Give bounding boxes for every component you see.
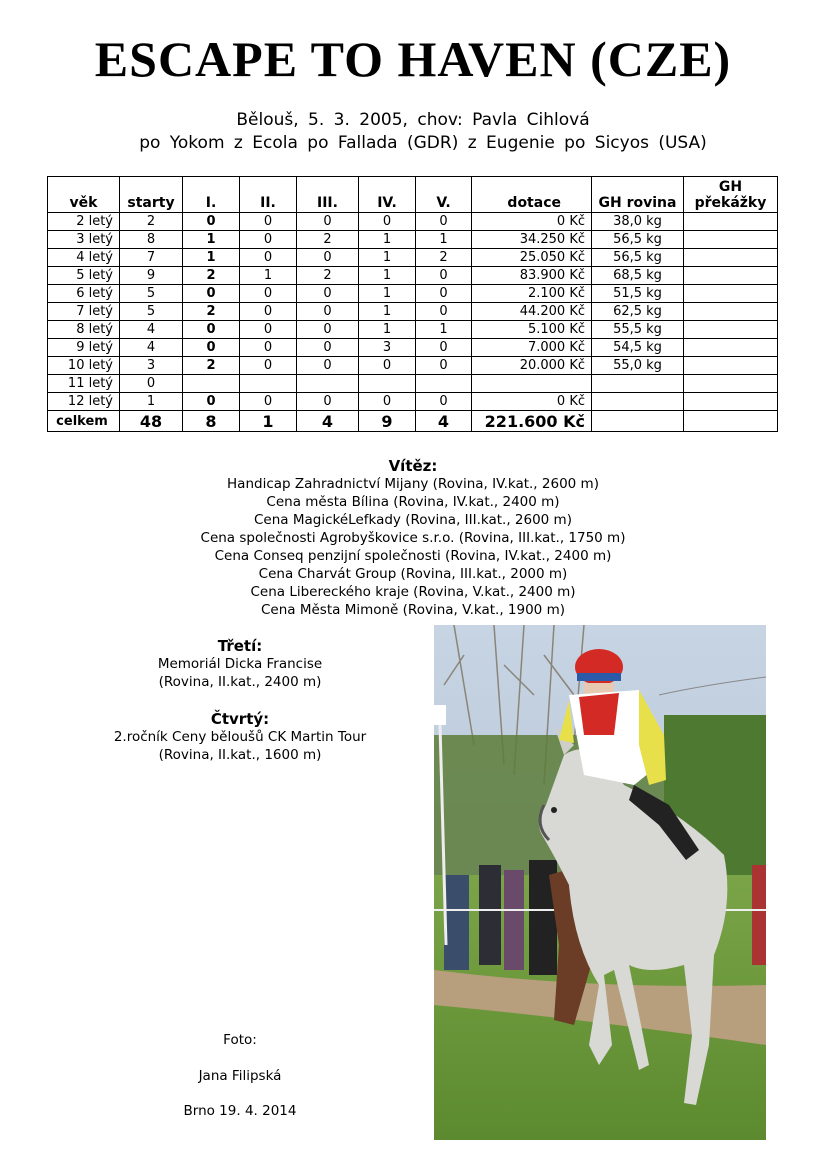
table-cell: 4 [120, 321, 183, 339]
table-row [48, 231, 778, 249]
table-cell: 5 [120, 285, 183, 303]
table-cell [684, 375, 778, 393]
table-cell: 2 letý [48, 213, 120, 231]
table-cell: 0 [240, 249, 297, 267]
table-cell: 1 [240, 267, 297, 285]
table-cell [684, 321, 778, 339]
table-cell [359, 375, 416, 393]
table-cell: 0 [240, 339, 297, 357]
table-cell [684, 267, 778, 285]
table-cell: 0 [416, 339, 472, 357]
signpost [434, 705, 446, 725]
table-row [48, 393, 778, 411]
photo-author: Jana Filipská [198, 1068, 282, 1084]
table-cell: 4 [120, 339, 183, 357]
table-cell: 2 [183, 267, 240, 285]
table-cell: 0 [416, 267, 472, 285]
table-cell: 0 [240, 231, 297, 249]
column-header: II. [240, 177, 297, 213]
race-item: Cena společnosti Agrobyškovice s.r.o. (Rovina, III.kat., 1750 m) [200, 530, 626, 546]
table-cell: 2 [297, 231, 359, 249]
table-cell: 0 [297, 393, 359, 411]
fourth-heading: Čtvrtý: [210, 710, 270, 728]
table-cell [684, 249, 778, 267]
column-header: IV. [359, 177, 416, 213]
table-cell: 56,5 kg [592, 231, 684, 249]
table-cell: 1 [359, 303, 416, 321]
table-cell: 7 [120, 249, 183, 267]
table-cell: 0 Kč [472, 393, 592, 411]
table-cell [592, 411, 684, 432]
table-cell: 0 [359, 357, 416, 375]
race-item: 2.ročník Ceny běloušů CK Martin Tour [113, 729, 367, 745]
horse-race-photo [434, 625, 766, 1140]
table-cell: 8 letý [48, 321, 120, 339]
table-cell: 55,5 kg [592, 321, 684, 339]
table-cell: 8 [120, 231, 183, 249]
table-cell: 221.600 Kč [472, 411, 592, 432]
table-cell: 0 [183, 321, 240, 339]
table-cell: 1 [183, 249, 240, 267]
table-cell: 1 [359, 267, 416, 285]
table-cell: 54,5 kg [592, 339, 684, 357]
race-item: Cena Města Mimoně (Rovina, V.kat., 1900 m) [261, 602, 565, 618]
table-cell [684, 357, 778, 375]
table-cell [684, 339, 778, 357]
table-cell: 48 [120, 411, 183, 432]
table-cell: 0 [183, 213, 240, 231]
table-cell: 4 [416, 411, 472, 432]
table-cell: 3 letý [48, 231, 120, 249]
table-cell: 0 [120, 375, 183, 393]
column-header: starty [120, 177, 183, 213]
table-row [48, 339, 778, 357]
table-cell [684, 285, 778, 303]
photo-place-date: Brno 19. 4. 2014 [183, 1103, 297, 1119]
table-cell [684, 411, 778, 432]
table-cell: 7.000 Kč [472, 339, 592, 357]
table-cell: 0 [297, 285, 359, 303]
table-cell: 0 [416, 213, 472, 231]
table-cell: 2 [183, 303, 240, 321]
table-row [48, 285, 778, 303]
table-cell: 1 [183, 231, 240, 249]
table-row [48, 375, 778, 393]
table-row [48, 303, 778, 321]
table-cell: 20.000 Kč [472, 357, 592, 375]
table-cell: 11 letý [48, 375, 120, 393]
table-cell: 0 [240, 303, 297, 321]
table-cell: 2.100 Kč [472, 285, 592, 303]
table-cell: 4 [297, 411, 359, 432]
race-item: (Rovina, II.kat., 1600 m) [158, 747, 322, 763]
table-cell: 2 [297, 267, 359, 285]
table-cell: 6 letý [48, 285, 120, 303]
table-cell [472, 375, 592, 393]
column-header: GH rovina [592, 177, 684, 213]
table-cell: 10 letý [48, 357, 120, 375]
table-cell [183, 375, 240, 393]
table-cell: 0 [183, 285, 240, 303]
table-row [48, 357, 778, 375]
total-row [48, 411, 778, 432]
race-item: Cena města Bílina (Rovina, IV.kat., 2400 m) [266, 494, 560, 510]
table-cell: 9 [359, 411, 416, 432]
table-cell [684, 393, 778, 411]
table-cell: 9 letý [48, 339, 120, 357]
table-cell: 51,5 kg [592, 285, 684, 303]
table-cell: 0 [297, 321, 359, 339]
table-cell: 0 [297, 357, 359, 375]
column-header: V. [416, 177, 472, 213]
table-cell: 5.100 Kč [472, 321, 592, 339]
table-cell: 25.050 Kč [472, 249, 592, 267]
pedigree-line: po Yokom z Ecola po Fallada (GDR) z Eugenie po Sicyos (USA) [139, 133, 707, 153]
column-header: III. [297, 177, 359, 213]
page-title: ESCAPE TO HAVEN (CZE) [94, 31, 732, 87]
table-cell: 38,0 kg [592, 213, 684, 231]
column-header: GH překážky [684, 177, 778, 213]
table-cell: 5 letý [48, 267, 120, 285]
table-cell: 0 [297, 249, 359, 267]
table-cell: 3 [120, 357, 183, 375]
winner-heading: Vítěz: [388, 457, 438, 475]
table-cell: 3 [359, 339, 416, 357]
table-cell: 12 letý [48, 393, 120, 411]
table-row [48, 267, 778, 285]
table-header-row [48, 177, 778, 213]
table-cell: 2 [416, 249, 472, 267]
column-header: dotace [472, 177, 592, 213]
table-cell: 68,5 kg [592, 267, 684, 285]
table-row [48, 249, 778, 267]
table-cell: 7 letý [48, 303, 120, 321]
table-cell: 0 [297, 339, 359, 357]
table-cell: 1 [359, 321, 416, 339]
table-cell: 83.900 Kč [472, 267, 592, 285]
race-item: Handicap Zahradnictví Mijany (Rovina, IV.kat., 2600 m) [227, 476, 599, 492]
table-cell [684, 213, 778, 231]
table-cell: 0 [359, 213, 416, 231]
table-cell: 2 [183, 357, 240, 375]
column-header: věk [48, 177, 120, 213]
table-cell: 0 [416, 357, 472, 375]
table-cell: 34.250 Kč [472, 231, 592, 249]
table-cell: 0 [297, 213, 359, 231]
table-cell: 0 [359, 393, 416, 411]
table-cell: 56,5 kg [592, 249, 684, 267]
table-cell: 0 [240, 213, 297, 231]
winner-section [0, 457, 826, 619]
table-cell: 5 [120, 303, 183, 321]
table-cell: 0 [240, 393, 297, 411]
table-cell: 9 [120, 267, 183, 285]
race-statistics-table [47, 176, 778, 432]
table-cell: 1 [416, 231, 472, 249]
table-cell: celkem [48, 411, 120, 432]
table-cell: 1 [416, 321, 472, 339]
horse-info-line: Bělouš, 5. 3. 2005, chov: Pavla Cihlová [236, 110, 590, 130]
race-item: (Rovina, II.kat., 2400 m) [158, 674, 322, 690]
table-cell [592, 393, 684, 411]
table-cell: 1 [240, 411, 297, 432]
race-item: Cena Charvát Group (Rovina, III.kat., 2000 m) [258, 566, 568, 582]
table-cell: 44.200 Kč [472, 303, 592, 321]
race-item: Cena Libereckého kraje (Rovina, V.kat., 2400 m) [250, 584, 576, 600]
table-row [48, 213, 778, 231]
column-header: I. [183, 177, 240, 213]
table-cell: 0 [240, 285, 297, 303]
table-cell: 0 [416, 285, 472, 303]
table-cell: 1 [359, 249, 416, 267]
table-cell: 0 [183, 393, 240, 411]
table-cell: 4 letý [48, 249, 120, 267]
table-cell: 1 [359, 231, 416, 249]
table-cell: 0 [416, 393, 472, 411]
table-cell: 0 [183, 339, 240, 357]
table-cell [416, 375, 472, 393]
fourth-place-section [50, 710, 430, 764]
table-cell: 2 [120, 213, 183, 231]
table-row [48, 321, 778, 339]
table-cell: 0 Kč [472, 213, 592, 231]
table-cell: 0 [240, 321, 297, 339]
third-place-section [50, 637, 430, 691]
race-item: Memoriál Dicka Francise [157, 656, 323, 672]
table-cell: 62,5 kg [592, 303, 684, 321]
table-cell [684, 303, 778, 321]
table-cell: 0 [240, 357, 297, 375]
table-cell [684, 231, 778, 249]
race-item: Cena MagickéLefkady (Rovina, III.kat., 2600 m) [254, 512, 572, 528]
table-cell: 55,0 kg [592, 357, 684, 375]
table-cell: 0 [297, 303, 359, 321]
photo-credit-label: Foto: [223, 1032, 257, 1048]
table-cell: 1 [120, 393, 183, 411]
race-item: Cena Conseq penzijní společnosti (Rovina, IV.kat., 2400 m) [214, 548, 612, 564]
table-cell [297, 375, 359, 393]
third-heading: Třetí: [217, 637, 263, 655]
table-cell [592, 375, 684, 393]
table-cell: 1 [359, 285, 416, 303]
table-cell [240, 375, 297, 393]
table-cell: 8 [183, 411, 240, 432]
table-cell: 0 [416, 303, 472, 321]
